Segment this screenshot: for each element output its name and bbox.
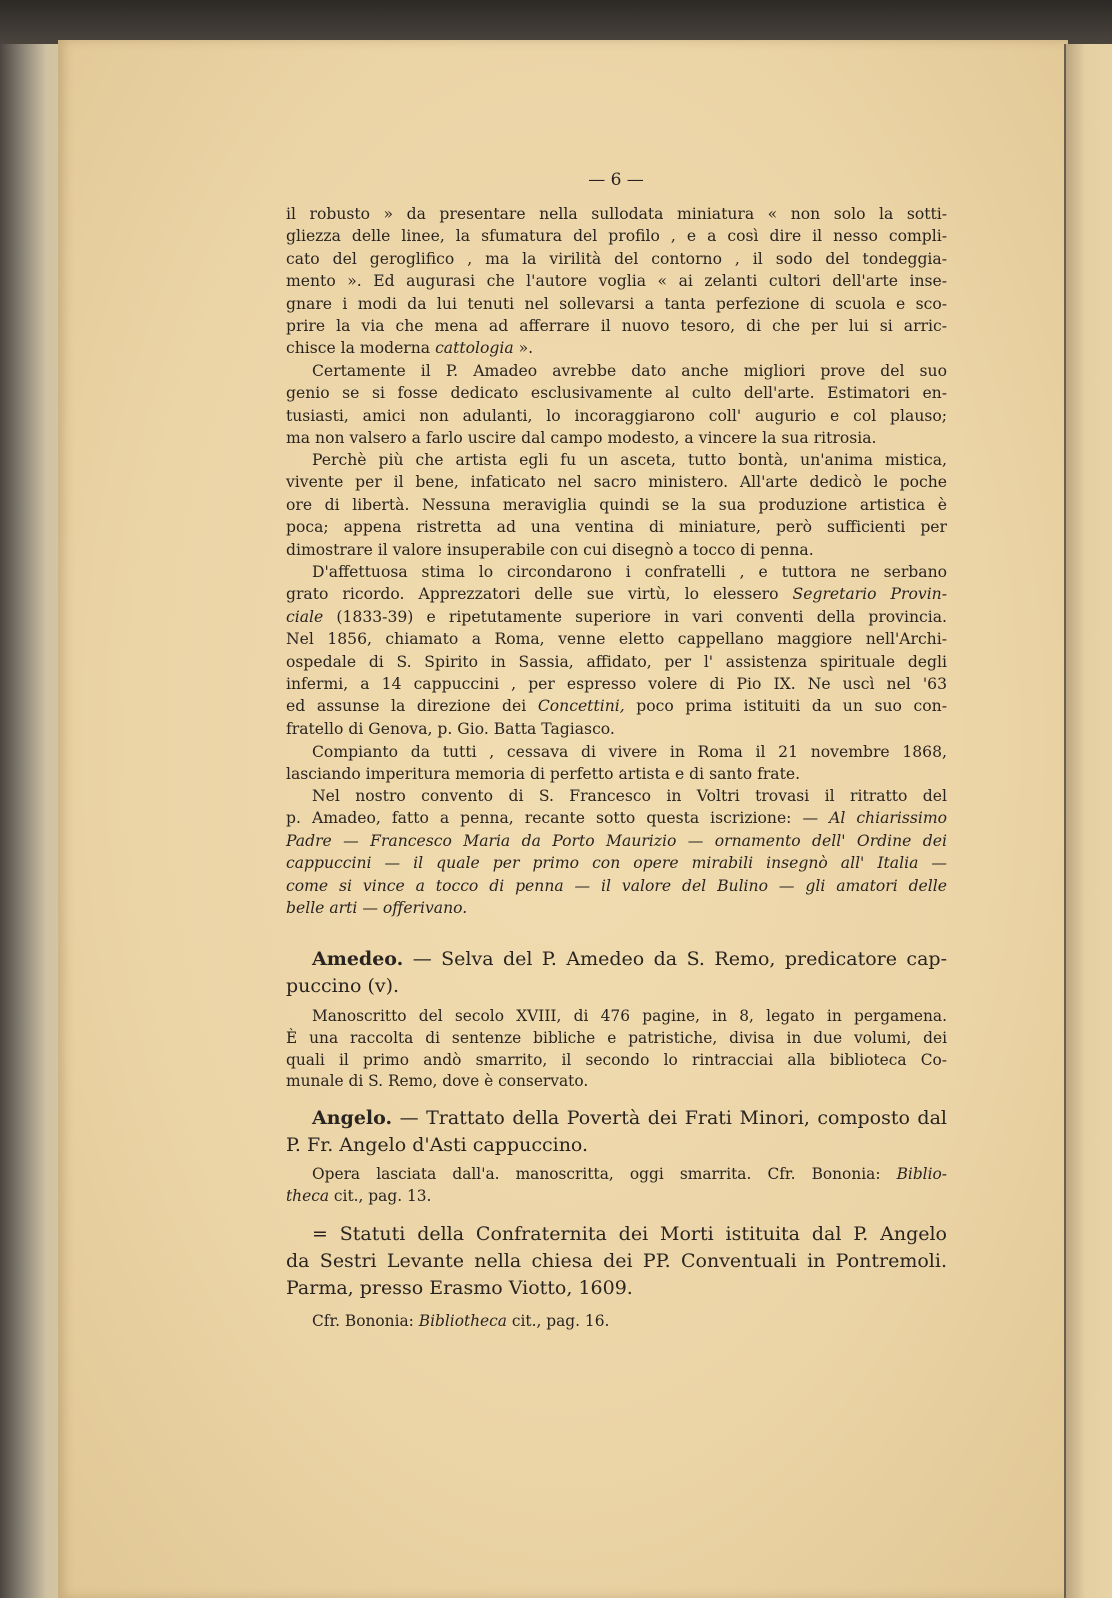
text-line bbox=[286, 875, 947, 897]
paragraph-perche bbox=[286, 449, 947, 561]
text-line bbox=[286, 606, 947, 628]
text-line: ore di libertà. Nessuna meraviglia quindi se la sua produzione artistica è bbox=[286, 495, 947, 514]
entry-angelo-title bbox=[286, 1105, 947, 1159]
text-line: P. Fr. Angelo d'Asti cappuccino. bbox=[286, 1134, 589, 1156]
text-line bbox=[286, 695, 947, 717]
entry-angelo-note bbox=[286, 1164, 947, 1208]
text-segment: chisce la moderna bbox=[286, 339, 436, 358]
text-line: dimostrare il valore insuperabile con cui disegnò a tocco di penna. bbox=[286, 540, 814, 559]
italic-text: Al chiarissimo bbox=[829, 809, 947, 828]
text-line bbox=[286, 807, 947, 829]
text-segment: p. Amadeo, fatto a penna, recante sotto questa iscrizione: — bbox=[286, 809, 830, 828]
entry-amedeo-note bbox=[286, 1006, 947, 1093]
italic-text: Padre — Francesco Maria da Porto Maurizio — ornamento dell' Ordine dei bbox=[286, 831, 947, 850]
entry-amedeo-title bbox=[286, 946, 947, 1000]
text-line bbox=[286, 1164, 947, 1186]
entry-heading: Angelo. bbox=[312, 1107, 393, 1129]
italic-text: Bibliotheca bbox=[418, 1312, 507, 1330]
text-line: gnare i modi da lui tenuti nel sollevarsi a tanta perfezione di scuola e sco- bbox=[286, 294, 947, 313]
paragraph-compianto bbox=[286, 741, 947, 786]
text-line: Compianto da tutti , cessava di vivere in Roma il 21 novembre 1868, bbox=[312, 743, 947, 761]
italic-text: Segretario Provin- bbox=[792, 585, 947, 604]
text-line bbox=[286, 1105, 947, 1132]
text-line: gliezza delle linee, la sfumatura del profilo , e a così dire il nesso compli- bbox=[286, 227, 947, 246]
entry-statuti-note bbox=[286, 1311, 947, 1333]
text-segment: — Selva del P. Amedeo da S. Remo, predicatore cap- bbox=[403, 948, 947, 970]
text-line bbox=[286, 1186, 947, 1208]
text-segment: ». bbox=[513, 339, 534, 358]
text-line: tusiasti, amici non adulanti, lo incoraggiarono coll' augurio e col plauso; bbox=[286, 406, 947, 425]
page-number bbox=[0, 170, 1112, 190]
text-line: munale di S. Remo, dove è conservato. bbox=[286, 1072, 589, 1091]
text-line: infermi, a 14 cappuccini , per espresso volere di Pio IX. Ne uscì nel '63 bbox=[286, 675, 947, 694]
text-line bbox=[286, 830, 947, 852]
text-line: lasciando imperitura memoria di perfetto artista e di santo frate. bbox=[286, 765, 801, 784]
facing-page-edge bbox=[1064, 44, 1112, 1598]
paragraph-certamente bbox=[286, 360, 947, 450]
text-line: Nel 1856, chiamato a Roma, venne eletto cappellano maggiore nell'Archi- bbox=[286, 630, 947, 649]
text-line bbox=[286, 583, 947, 605]
text-line: vivente per il bene, infaticato nel sacro ministero. All'arte dedicò le poche bbox=[286, 473, 947, 492]
text-line: il robusto » da presentare nella sullodata miniatura « non solo la sotti- bbox=[286, 205, 947, 223]
text-segment: cit., pag. 13. bbox=[329, 1186, 432, 1205]
text-line: D'affettuosa stima lo circondarono i confratelli , e tuttora ne serbano bbox=[312, 563, 947, 581]
text-line: Parma, presso Erasmo Viotto, 1609. bbox=[286, 1277, 633, 1299]
text-segment: (1833-39) e ripetutamente superiore in vari conventi della provincia. bbox=[323, 607, 947, 626]
text-line bbox=[286, 852, 947, 874]
italic-text: come si vince a tocco di penna — il valore del Bulino — gli amatori delle bbox=[286, 876, 947, 895]
text-line: È una raccolta di sentenze bibliche e patristiche, divisa in due volumi, dei bbox=[286, 1028, 947, 1047]
text-segment: poco prima istituiti da un suo con- bbox=[624, 697, 947, 716]
text-line: da Sestri Levante nella chiesa dei PP. Conventuali in Pontremoli. bbox=[286, 1250, 947, 1272]
scan-background-top bbox=[0, 0, 1112, 44]
text-segment: — Trattato della Povertà dei Frati Minori, composto dal bbox=[392, 1107, 947, 1129]
text-line bbox=[286, 337, 947, 359]
book-spine-edge bbox=[0, 44, 66, 1598]
italic-text: ciale bbox=[286, 607, 324, 626]
text-line: cato del geroglifico , ma la virilità del contorno , il sodo del tondeggia- bbox=[286, 249, 947, 268]
text-line bbox=[286, 897, 947, 919]
text-segment: Opera lasciata dall'a. manoscritta, oggi smarrita. Cfr. Bononia: bbox=[312, 1165, 897, 1183]
text-line: ospedale di S. Spirito in Sassia, affidato, per l' assistenza spirituale degli bbox=[286, 652, 947, 671]
italic-text: Concettini, bbox=[537, 697, 625, 716]
italic-text: cappuccini — il quale per primo con opere mirabili insegnò all' Italia — bbox=[286, 854, 947, 873]
text-line: quali il primo andò smarrito, il secondo lo rintracciai alla biblioteca Co- bbox=[286, 1050, 947, 1069]
text-line: Manoscritto del secolo XVIII, di 476 pagine, in 8, legato in pergamena. bbox=[312, 1007, 947, 1025]
text-line: puccino (v). bbox=[286, 975, 400, 997]
text-line: ma non valsero a farlo uscire dal campo modesto, a vincere la sua ritrosia. bbox=[286, 429, 877, 448]
text-line: = Statuti della Confraternita dei Morti istituita dal P. Angelo bbox=[312, 1223, 947, 1245]
text-line bbox=[286, 946, 947, 973]
text-line: poca; appena ristretta ad una ventina di miniature, però sufficienti per bbox=[286, 518, 947, 537]
text-line: Nel nostro convento di S. Francesco in Voltri trovasi il ritratto del bbox=[312, 787, 947, 805]
text-line: fratello di Genova, p. Gio. Batta Tagiasco. bbox=[286, 719, 615, 738]
text-line bbox=[286, 1311, 947, 1333]
italic-text: theca bbox=[286, 1186, 330, 1205]
text-segment: ed assunse la direzione dei bbox=[286, 697, 538, 716]
text-line: Perchè più che artista egli fu un asceta, tutto bontà, un'anima mistica, bbox=[312, 451, 947, 469]
italic-text: Biblio- bbox=[896, 1165, 947, 1183]
italic-text: cattologia bbox=[435, 339, 514, 358]
text-line: Certamente il P. Amadeo avrebbe dato anche migliori prove del suo bbox=[312, 362, 947, 380]
page-number-text: — 6 — bbox=[588, 170, 644, 190]
entry-heading: Amedeo. bbox=[312, 948, 404, 970]
text-line: genio se si fosse dedicato esclusivamente al culto dell'arte. Estimatori en- bbox=[286, 384, 947, 403]
text-segment: cit., pag. 16. bbox=[506, 1312, 610, 1330]
entry-statuti-title bbox=[286, 1221, 947, 1302]
paragraph-affettuosa bbox=[286, 561, 947, 740]
text-line: prire la via che mena ad afferrare il nuovo tesoro, di che per lui si arric- bbox=[286, 317, 947, 336]
text-segment: Cfr. Bononia: bbox=[312, 1312, 419, 1330]
text-segment: grato ricordo. Apprezzatori delle sue virtù, lo elessero bbox=[286, 585, 793, 604]
paragraph-robusto bbox=[286, 203, 947, 360]
paragraph-nel-nostro bbox=[286, 785, 947, 919]
italic-text: belle arti — offerivano. bbox=[286, 899, 468, 918]
text-line: mento ». Ed augurasi che l'autore voglia « ai zelanti cultori dell'arte inse- bbox=[286, 272, 947, 291]
